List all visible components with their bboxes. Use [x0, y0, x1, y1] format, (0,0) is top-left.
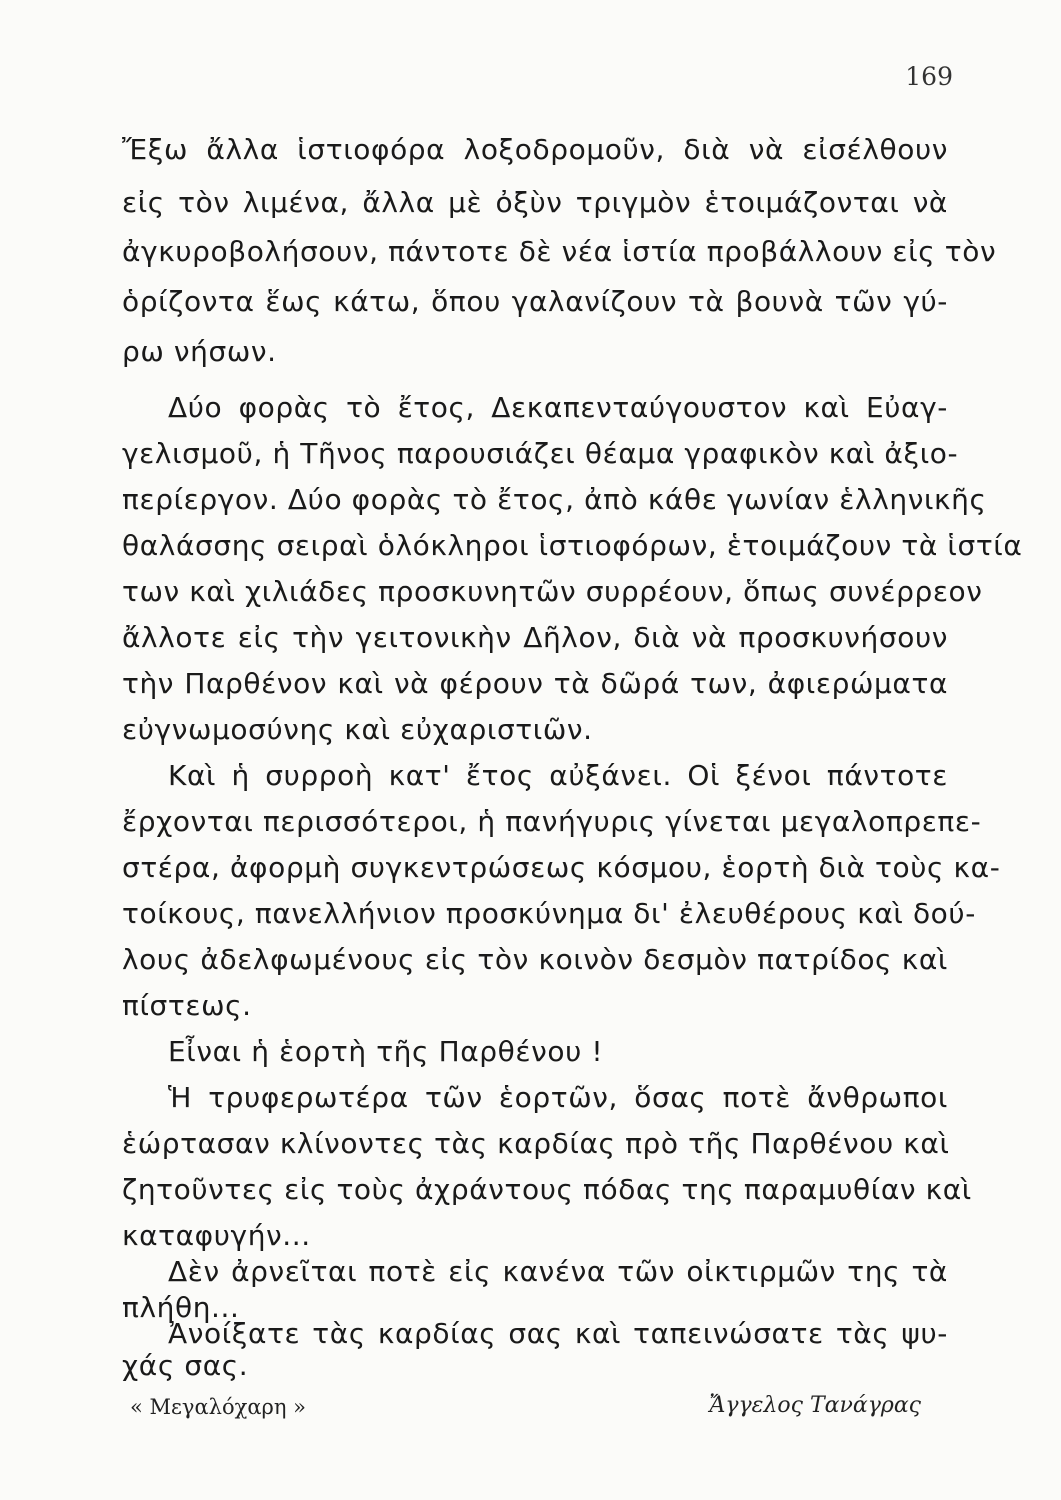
text-line: ἔρχονται περισσότεροι, ἡ πανήγυρις γίνεται μεγαλοπρεπε-	[122, 805, 982, 838]
text-line: πλήθη...	[122, 1291, 240, 1324]
text-line: ἄλλοτε εἰς τὴν γειτονικὴν Δῆλον, διὰ νὰ προσκυνήσουν	[122, 621, 948, 654]
text-line: θαλάσσης σειραὶ ὁλόκληροι ἱστιοφόρων, ἑτοιμάζουν τὰ ἱστία	[122, 529, 1023, 562]
text-line: ἀγκυροβολήσουν, πάντοτε δὲ νέα ἱστία προβάλλουν εἰς τὸν	[122, 235, 997, 268]
text-line: Ἀνοίξατε τὰς καρδίας σας καὶ ταπεινώσατε τὰς ψυ-	[168, 1317, 948, 1350]
text-line: Ἡ τρυφερωτέρα τῶν ἑορτῶν, ὅσας ποτὲ ἄνθρωποι	[168, 1081, 948, 1114]
text-line: περίεργον. Δύο φορὰς τὸ ἔτος, ἀπὸ κάθε γωνίαν ἑλληνικῆς	[122, 483, 987, 516]
text-line: Δύο φορὰς τὸ ἔτος, Δεκαπενταύγουστον καὶ Εὐαγ-	[168, 391, 948, 424]
text-line: Ἔξω ἄλλα ἱστιοφόρα λοξοδρομοῦν, διὰ νὰ εἰσέλθουν	[122, 133, 948, 166]
text-line: τὴν Παρθένον καὶ νὰ φέρουν τὰ δῶρά των, ἀφιερώματα	[122, 667, 948, 700]
text-line: καταφυγήν...	[122, 1219, 311, 1252]
text-line: λους ἀδελφωμένους εἰς τὸν κοινὸν δεσμὸν πατρίδος καὶ	[122, 943, 948, 976]
text-line: γελισμοῦ, ἡ Τῆνος παρουσιάζει θέαμα γραφικὸν καὶ ἀξιο-	[122, 437, 959, 470]
text-line: εὐγνωμοσύνης καὶ εὐχαριστιῶν.	[122, 713, 593, 746]
text-line: στέρα, ἀφορμὴ συγκεντρώσεως κόσμου, ἑορτὴ διὰ τοὺς κα-	[122, 851, 1001, 884]
text-line: ὁρίζοντα ἕως κάτω, ὅπου γαλανίζουν τὰ βουνὰ τῶν γύ-	[122, 285, 948, 318]
text-line: ἑώρτασαν κλίνοντες τὰς καρδίας πρὸ τῆς Παρθένου καὶ	[122, 1127, 950, 1160]
source-title: « Μεγαλόχαρη »	[130, 1395, 306, 1419]
author-name: Ἄγγελος Τανάγρας	[709, 1393, 921, 1418]
text-line: πίστεως.	[122, 989, 252, 1022]
text-line: των καὶ χιλιάδες προσκυνητῶν συρρέουν, ὅπως συνέρρεον	[122, 575, 983, 608]
text-line: χάς σας.	[122, 1349, 249, 1382]
text-line: Δὲν ἀρνεῖται ποτὲ εἰς κανένα τῶν οἰκτιρμῶν της τὰ	[168, 1255, 948, 1288]
text-line: Καὶ ἡ συρροὴ κατ' ἔτος αὐξάνει. Οἱ ξένοι πάντοτε	[168, 759, 948, 792]
page-number: 169	[905, 62, 953, 91]
text-line: ρω νήσων.	[122, 335, 277, 368]
text-line: εἰς τὸν λιμένα, ἄλλα μὲ ὀξὺν τριγμὸν ἑτοιμάζονται νὰ	[122, 186, 948, 219]
text-line: ζητοῦντες εἰς τοὺς ἀχράντους πόδας της παραμυθίαν καὶ	[122, 1173, 972, 1206]
text-line: τοίκους, πανελλήνιον προσκύνημα δι' ἐλευθέρους καὶ δού-	[122, 897, 976, 930]
text-line: Εἶναι ἡ ἑορτὴ τῆς Παρθένου !	[168, 1035, 604, 1068]
